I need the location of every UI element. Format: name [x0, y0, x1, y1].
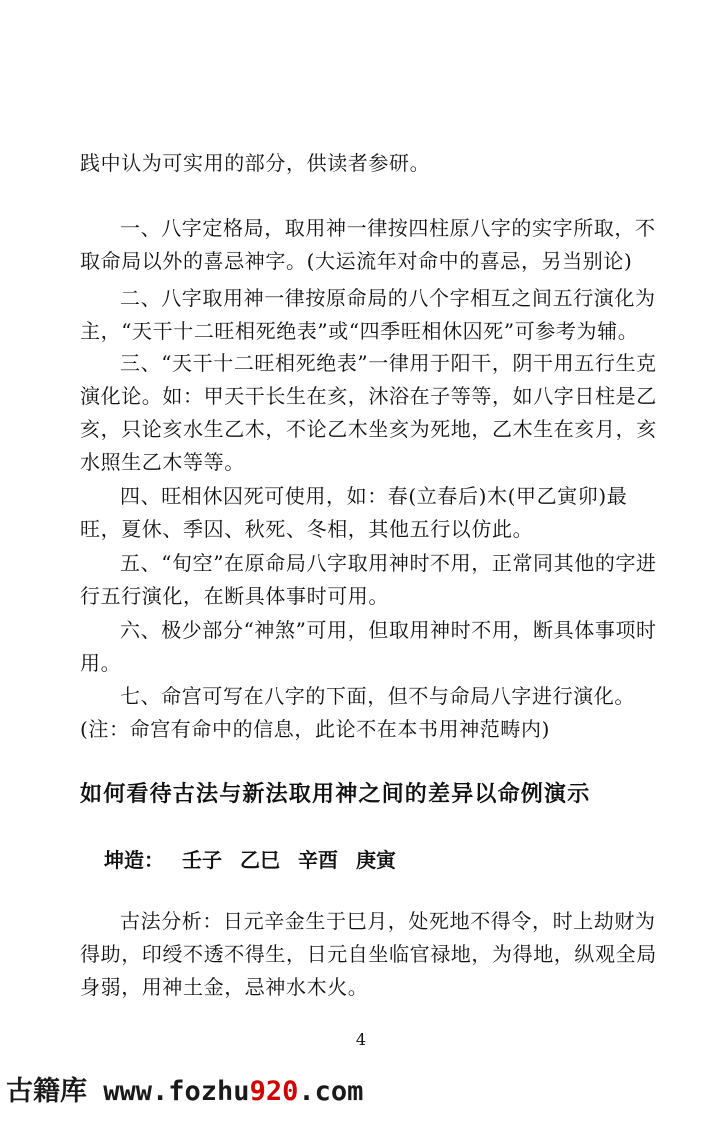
chart-pillar-month: 乙巳: [240, 848, 280, 872]
birth-chart: [104, 846, 396, 874]
paragraph-rule-2: 二、八字取用神一律按原命局的八个字相互之间五行演化为主，“天干十二旺相死绝表”或“四季旺相休囚死”可参考为辅。: [80, 286, 656, 343]
paragraph-rule-3: 三、“天干十二旺相死绝表”一律用于阳干，阴干用五行生克演化论。如：甲天干长生在亥，沐浴在子等等，如八字日柱是乙亥，只论亥水生乙木，不论乙木坐亥为死地，乙木生在亥月，亥水照生乙木等等。: [80, 351, 657, 474]
chart-pillar-day: 辛酉: [298, 848, 338, 872]
chart-pillar-hour: 庚寅: [356, 848, 396, 872]
chart-pillar-year: 壬子: [182, 848, 222, 872]
paragraph-continuation: 践中认为可实用的部分，供读者参研。: [80, 151, 431, 175]
paragraph-rule-6: 六、极少部分“神煞”可用，但取用神时不用，断具体事项时用。: [80, 618, 657, 675]
watermark-domain-main: fozhu: [168, 1076, 250, 1107]
paragraph-rule-1: 一、八字定格局，取用神一律按四柱原八字的实字所取，不取命局以外的喜忌神字。(大运流年对命中的喜忌，另当别论): [80, 216, 656, 273]
watermark-brand: 古籍库: [6, 1076, 87, 1107]
paragraph-analysis: 古法分析：日元辛金生于巳月，处死地不得令，时上劫财为得助，印绶不透不得生，日元自坐临官禄地，为得地，纵观全局身弱，用神土金，忌神水木火。: [80, 909, 657, 999]
section-heading: 如何看待古法与新法取用神之间的差异以命例演示: [80, 781, 591, 807]
chart-label: 坤造：: [104, 848, 164, 872]
paragraph-rule-7: 七、命宫可写在八字的下面，但不与命局八字进行演化。(注：命宫有命中的信息，此论不在本书用神范畴内): [80, 684, 635, 741]
watermark-prefix: www.: [87, 1076, 169, 1107]
watermark-suffix: .com: [298, 1076, 364, 1107]
watermark-domain-accent: 920: [249, 1076, 299, 1107]
site-watermark: [6, 1074, 363, 1110]
page-number: 4: [355, 1030, 367, 1049]
paragraph-rule-4: 四、旺相休囚死可使用，如：春(立春后)木(甲乙寅卯)最旺，夏休、季囚、秋死、冬相，其他五行以仿此。: [80, 484, 628, 541]
paragraph-rule-5: 五、“旬空”在原命局八字取用神时不用，正常同其他的字进行五行演化，在断具体事时可用。: [80, 551, 657, 608]
